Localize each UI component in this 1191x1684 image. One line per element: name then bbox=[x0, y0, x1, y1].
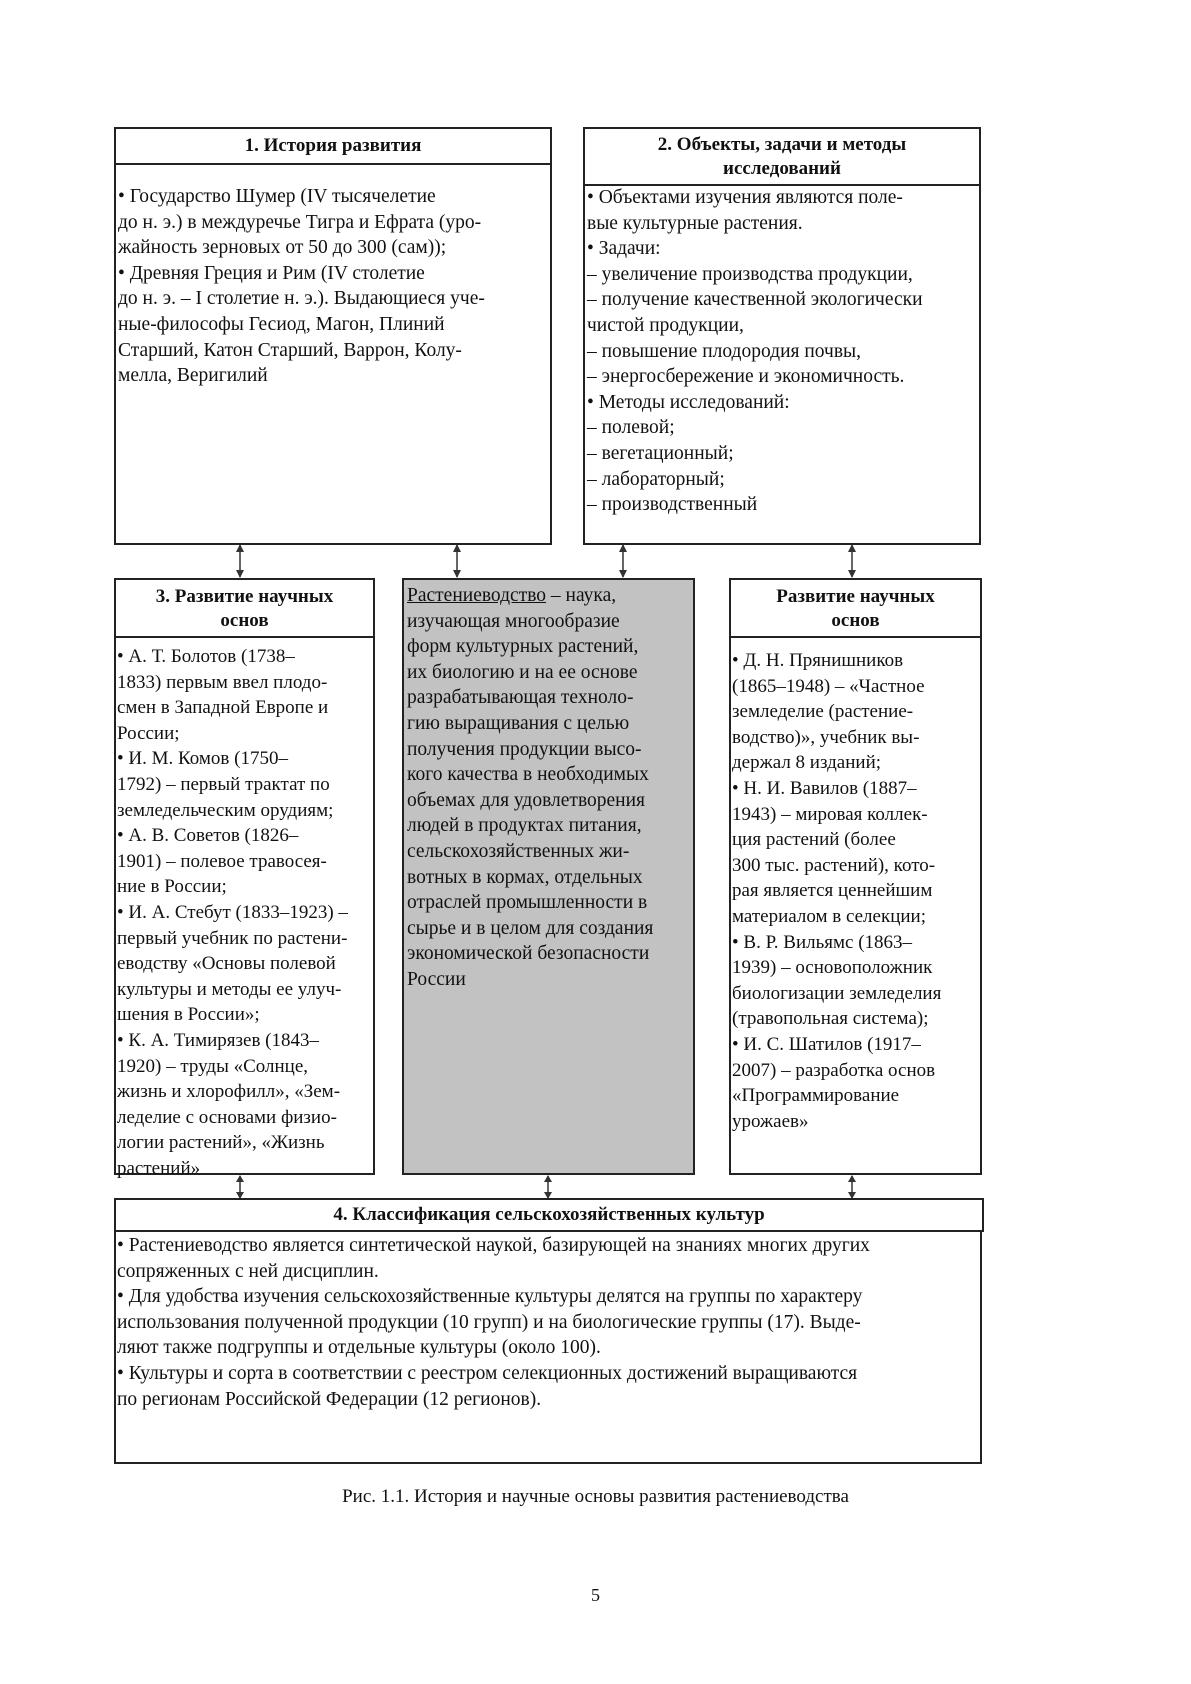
text-line: • Д. Н. Прянишников bbox=[732, 650, 904, 671]
box2-title-line2: исследований bbox=[723, 158, 841, 179]
text-line: – получение качественной экологически bbox=[587, 289, 923, 311]
box4-title: 4. Классификация сельскохозяйственных культур bbox=[333, 1204, 765, 1225]
text-line: • А. В. Советов (1826– bbox=[117, 825, 299, 847]
double-arrow-icon bbox=[845, 1174, 859, 1200]
text-line: – увеличение производства продукции, bbox=[587, 263, 913, 285]
box3b-title-line1: Развитие научных bbox=[776, 586, 935, 607]
box4-text bbox=[117, 1233, 870, 1412]
text-line: • Н. И. Вавилов (1887– bbox=[732, 777, 917, 799]
text-line: – полевой; bbox=[587, 417, 675, 439]
text-line: логии растений», «Жизнь bbox=[117, 1132, 325, 1154]
text-line: – повышение плодородия почвы, bbox=[587, 340, 862, 362]
definition-first-line: Растениеводство – наука, bbox=[407, 585, 617, 606]
text-line: 1792) – первый трактат по bbox=[117, 773, 330, 795]
text-line: • А. Т. Болотов (1738– bbox=[117, 646, 295, 667]
box3-title-line2: основ bbox=[220, 610, 269, 631]
text-line: объемах для удовлетворения bbox=[407, 789, 646, 811]
text-line: первый учебник по растени- bbox=[117, 927, 348, 949]
text-line: кого качества в необходимых bbox=[407, 764, 649, 786]
text-line: • Древняя Греция и Рим (IV столетие bbox=[118, 262, 425, 284]
box2-title-line1: 2. Объекты, задачи и методы bbox=[657, 134, 907, 155]
text-line: • И. С. Шатилов (1917– bbox=[732, 1033, 921, 1055]
text-line: растений» bbox=[117, 1157, 201, 1179]
text-line: земледелие (растение- bbox=[732, 701, 914, 723]
text-line: • Объектами изучения являются поле- bbox=[587, 187, 903, 208]
text-line: Старший, Катон Старший, Варрон, Колу- bbox=[118, 339, 462, 361]
text-line: 300 тыс. растений), кото- bbox=[732, 854, 936, 876]
box3b-header bbox=[729, 578, 982, 638]
text-line: 1901) – полевое травосея- bbox=[117, 850, 327, 872]
box4-header bbox=[114, 1198, 984, 1232]
text-line: отраслей промышленности в bbox=[407, 892, 648, 914]
page-number: 5 bbox=[591, 1585, 600, 1605]
text-line: до н. э. – I столетие н. э.). Выдающиеся уче- bbox=[118, 288, 485, 310]
text-line: получения продукции высо- bbox=[407, 738, 642, 760]
text-line: 1920) – труды «Солнце, bbox=[117, 1055, 309, 1077]
text-line: мелла, Веригилий bbox=[118, 365, 268, 387]
box3b-text bbox=[732, 648, 941, 1134]
text-line: России bbox=[407, 968, 466, 990]
box1-header bbox=[114, 127, 552, 165]
text-line: людей в продуктах питания, bbox=[407, 815, 642, 837]
text-line: ние в России; bbox=[117, 876, 227, 898]
figure-caption: Рис. 1.1. История и научные основы развития растениеводства bbox=[342, 1486, 849, 1507]
text-line: (1865–1948) – «Частное bbox=[732, 675, 925, 697]
text-line: 1939) – основоположник bbox=[732, 957, 933, 979]
text-line: чистой продукции, bbox=[587, 314, 744, 336]
double-arrow-icon bbox=[845, 543, 859, 579]
text-line: использования полученной продукции (10 групп) и на биологические группы (17). Выде- bbox=[117, 1311, 861, 1333]
text-line: • И. А. Стебут (1833–1923) – bbox=[117, 901, 348, 923]
text-line: 1833) первым ввел плодо- bbox=[117, 671, 328, 693]
double-arrow-icon bbox=[233, 543, 247, 579]
text-line: • Государство Шумер (IV тысячелетие bbox=[118, 186, 436, 207]
text-line: ляют также подгруппы и отдельные культуры (около 100). bbox=[117, 1337, 601, 1359]
text-line: «Программирование bbox=[732, 1085, 900, 1107]
text-line: жизнь и хлорофилл», «Зем- bbox=[117, 1081, 341, 1103]
text-line: земледельческим орудиям; bbox=[117, 799, 334, 821]
text-line: ные-философы Гесиод, Магон, Плиний bbox=[118, 313, 445, 335]
double-arrow-icon bbox=[616, 543, 630, 579]
text-line: их биологию и на ее основе bbox=[407, 661, 638, 683]
text-line: материалом в селекции; bbox=[732, 905, 926, 927]
text-line: до н. э.) в междуречье Тигра и Ефрата (уро- bbox=[118, 211, 482, 233]
definition-text bbox=[407, 583, 653, 993]
text-line: биологизации земледелия bbox=[732, 982, 942, 1004]
text-line: изучающая многообразие bbox=[407, 610, 620, 632]
text-line: форм культурных растений, bbox=[407, 636, 639, 658]
text-line: еводству «Основы полевой bbox=[117, 953, 336, 975]
text-line: леделие с основами физио- bbox=[117, 1106, 337, 1128]
text-line: • Культуры и сорта в соответствии с реестром селекционных достижений выращиваются bbox=[117, 1362, 858, 1384]
text-line: – энергосбережение и экономичность. bbox=[587, 366, 905, 388]
text-line: (травопольная система); bbox=[732, 1008, 929, 1030]
definition-term: Растениеводство bbox=[407, 585, 547, 606]
text-line: • Для удобства изучения сельскохозяйственные культуры делятся на группы по характеру bbox=[117, 1286, 863, 1308]
text-line: 2007) – разработка основ bbox=[732, 1059, 936, 1081]
text-line: смен в Западной Европе и bbox=[117, 697, 329, 719]
text-line: культуры и методы ее улуч- bbox=[117, 978, 342, 1000]
text-line: • И. М. Комов (1750– bbox=[117, 748, 288, 770]
text-line: рая является ценнейшим bbox=[732, 880, 933, 902]
box1-title: 1. История развития bbox=[244, 135, 422, 156]
text-line: жайность зерновых от 50 до 300 (сам)); bbox=[118, 237, 447, 259]
text-line: вые культурные растения. bbox=[587, 212, 803, 234]
text-line: • Растениеводство является синтетической наукой, базирующей на знаниях многих других bbox=[117, 1235, 870, 1256]
text-line: шения в России»; bbox=[117, 1004, 260, 1026]
text-line: России; bbox=[117, 722, 180, 744]
box2-text bbox=[587, 185, 923, 518]
text-line: • Задачи: bbox=[587, 238, 661, 260]
box3-title-line1: 3. Развитие научных bbox=[155, 586, 334, 607]
double-arrow-icon bbox=[450, 543, 464, 579]
text-line: • Методы исследований: bbox=[587, 391, 790, 413]
text-line: – лабораторный; bbox=[587, 468, 725, 490]
text-line: 1943) – мировая коллек- bbox=[732, 803, 928, 825]
box3b-title-line2: основ bbox=[831, 610, 880, 631]
text-line: – вегетационный; bbox=[587, 442, 734, 464]
text-line: сырье и в целом для создания bbox=[407, 917, 654, 939]
text-line: экономической безопасности bbox=[407, 943, 650, 965]
text-line: – производственный bbox=[587, 494, 758, 516]
text-line: • К. А. Тимирязев (1843– bbox=[117, 1029, 320, 1051]
text-line: гию выращивания с целью bbox=[407, 712, 630, 734]
double-arrow-icon bbox=[541, 1174, 555, 1200]
text-line: урожаев» bbox=[732, 1110, 809, 1132]
text-line: разрабатывающая техноло- bbox=[407, 687, 634, 709]
box3-header bbox=[114, 578, 375, 638]
text-line: вотных в кормах, отдельных bbox=[407, 866, 643, 888]
text-line: сельскохозяйственных жи- bbox=[407, 840, 630, 862]
double-arrow-icon bbox=[233, 1174, 247, 1200]
box3-text bbox=[117, 644, 348, 1181]
text-line: водство)», учебник вы- bbox=[732, 726, 920, 748]
box1-text bbox=[118, 184, 485, 389]
text-line: сопряженных с ней дисциплин. bbox=[117, 1260, 379, 1282]
box2-header bbox=[583, 127, 981, 186]
text-line: держал 8 изданий; bbox=[732, 752, 882, 774]
text-line: ция растений (более bbox=[732, 829, 896, 851]
text-line: по регионам Российской Федерации (12 регионов). bbox=[117, 1388, 542, 1410]
text-line: • В. Р. Вильямс (1863– bbox=[732, 931, 913, 953]
